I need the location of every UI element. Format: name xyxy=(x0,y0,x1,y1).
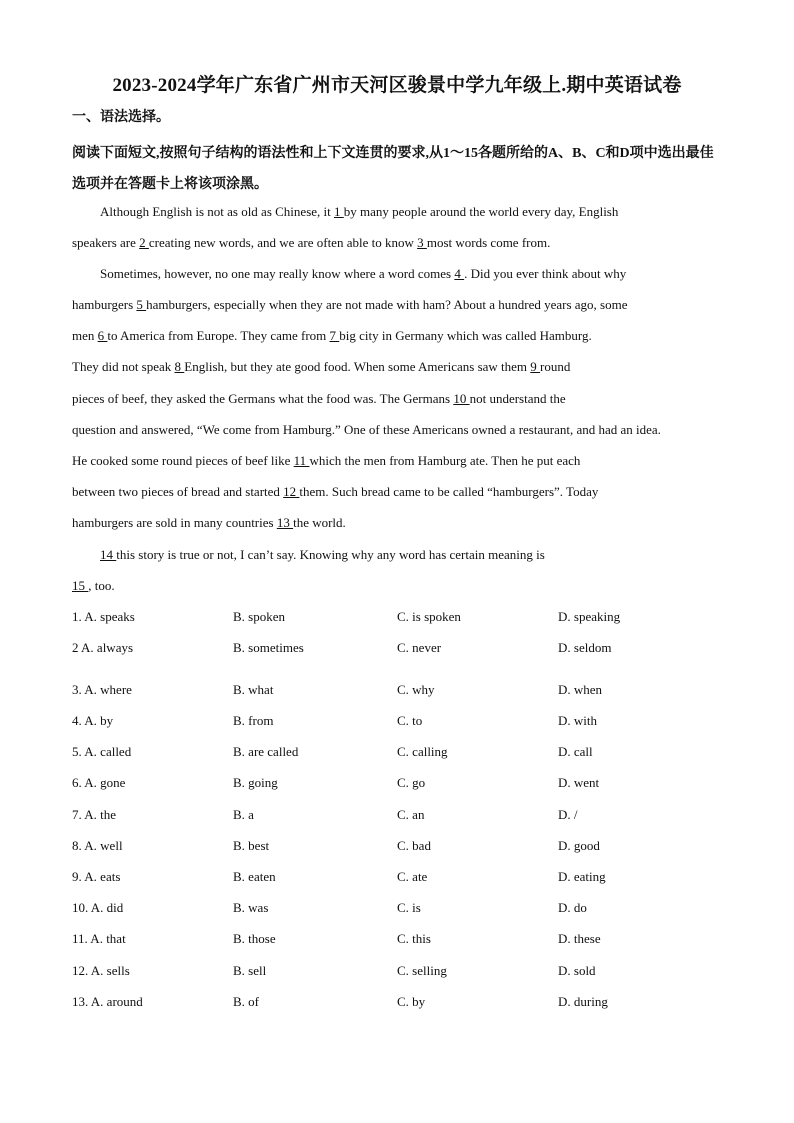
option-choice-b[interactable]: B. those xyxy=(233,931,276,946)
passage-text: hamburgers, especially when they are not made with ham? About a hundred years ago, some xyxy=(146,297,628,312)
blank-15: 15 xyxy=(72,578,89,593)
option-choice-d[interactable]: D. / xyxy=(558,807,578,822)
passage-text: , too. xyxy=(88,578,115,593)
passage-text: question and answered, “We come from Hamburg.” One of these Americans owned a restaurant, and had an idea. xyxy=(72,422,661,437)
option-choice-d[interactable]: D. these xyxy=(558,931,601,946)
option-choice-d[interactable]: D. with xyxy=(558,713,597,728)
question-options-row xyxy=(72,838,732,858)
passage-line xyxy=(72,453,580,469)
passage-line xyxy=(72,422,661,438)
option-choice-d[interactable]: D. eating xyxy=(558,869,606,884)
passage-line xyxy=(72,484,598,500)
passage-line xyxy=(100,547,545,563)
passage-line xyxy=(72,359,570,375)
option-choice-b[interactable]: B. going xyxy=(233,775,278,790)
passage-line xyxy=(72,515,346,531)
option-choice-a[interactable]: 10. A. did xyxy=(72,900,124,915)
option-choice-b[interactable]: B. sometimes xyxy=(233,640,304,655)
passage-text: . Did you ever think about why xyxy=(464,266,627,281)
blank-10: 10 xyxy=(453,391,470,406)
passage-text: by many people around the world every day, English xyxy=(343,204,619,219)
question-options-row xyxy=(72,994,732,1014)
passage-text: the world. xyxy=(293,515,346,530)
option-choice-c[interactable]: C. by xyxy=(397,994,426,1009)
option-choice-c[interactable]: C. to xyxy=(397,713,423,728)
option-choice-c[interactable]: C. selling xyxy=(397,963,447,978)
option-choice-d[interactable]: D. do xyxy=(558,900,587,915)
option-choice-c[interactable]: C. bad xyxy=(397,838,431,853)
passage-text: hamburgers are sold in many countries xyxy=(72,515,277,530)
option-choice-a[interactable]: 13. A. around xyxy=(72,994,143,1009)
option-choice-b[interactable]: B. of xyxy=(233,994,259,1009)
blank-13: 13 xyxy=(276,515,294,530)
passage-text: round xyxy=(540,359,571,374)
question-options-row xyxy=(72,807,732,827)
option-choice-c[interactable]: C. never xyxy=(397,640,442,655)
option-choice-d[interactable]: D. good xyxy=(558,838,600,853)
option-choice-b[interactable]: B. best xyxy=(233,838,270,853)
blank-2: 2 xyxy=(139,235,149,250)
option-choice-d[interactable]: D. speaking xyxy=(558,609,621,624)
passage-text: them. Such bread came to be called “hamburgers”. Today xyxy=(299,484,599,499)
option-choice-a[interactable]: 1. A. speaks xyxy=(72,609,135,624)
question-options-row xyxy=(72,869,732,889)
question-options-row xyxy=(72,640,732,660)
blank-4: 4 xyxy=(454,266,465,281)
option-choice-b[interactable]: B. from xyxy=(233,713,274,728)
option-choice-a[interactable]: 4. A. by xyxy=(72,713,114,728)
option-choice-a[interactable]: 9. A. eats xyxy=(72,869,121,884)
option-choice-d[interactable]: D. sold xyxy=(558,963,596,978)
option-choice-c[interactable]: C. an xyxy=(397,807,425,822)
passage-text: hamburgers xyxy=(72,297,137,312)
section-heading: 一、语法选择。 xyxy=(72,110,170,125)
question-options-row xyxy=(72,682,732,702)
passage-text: English, but they ate good food. When some Americans saw them xyxy=(184,359,531,374)
blank-11: 11 xyxy=(293,453,310,468)
passage-line xyxy=(72,297,627,313)
passage-text: He cooked some round pieces of beef like xyxy=(72,453,294,468)
passage-line xyxy=(72,328,592,344)
passage-text: to America from Europe. They came from xyxy=(107,328,330,343)
blank-8: 8 xyxy=(174,359,185,374)
option-choice-a[interactable]: 5. A. called xyxy=(72,744,132,759)
option-choice-d[interactable]: D. seldom xyxy=(558,640,612,655)
option-choice-d[interactable]: D. call xyxy=(558,744,593,759)
question-options-row xyxy=(72,744,732,764)
option-choice-d[interactable]: D. when xyxy=(558,682,603,697)
option-choice-c[interactable]: C. this xyxy=(397,931,431,946)
passage-line xyxy=(72,391,566,407)
option-choice-c[interactable]: C. why xyxy=(397,682,435,697)
option-choice-a[interactable]: 3. A. where xyxy=(72,682,132,697)
passage-text: men xyxy=(72,328,98,343)
passage-text: most words come from. xyxy=(426,235,551,250)
passage-text: speakers are xyxy=(72,235,140,250)
passage-text: not understand the xyxy=(469,391,566,406)
option-choice-c[interactable]: C. go xyxy=(397,775,426,790)
option-choice-b[interactable]: B. was xyxy=(233,900,269,915)
blank-1: 1 xyxy=(334,204,344,219)
option-choice-c[interactable]: C. is spoken xyxy=(397,609,461,624)
option-choice-a[interactable]: 8. A. well xyxy=(72,838,123,853)
passage-line xyxy=(100,266,626,282)
option-choice-b[interactable]: B. sell xyxy=(233,963,267,978)
option-choice-a[interactable]: 7. A. the xyxy=(72,807,117,822)
question-options-row xyxy=(72,713,732,733)
option-choice-b[interactable]: B. spoken xyxy=(233,609,285,624)
passage-text: They did not speak xyxy=(72,359,175,374)
passage-text: this story is true or not, I can’t say. Knowing why any word has certain meaning is xyxy=(116,547,545,562)
question-options-row xyxy=(72,900,732,920)
option-choice-b[interactable]: B. are called xyxy=(233,744,299,759)
option-choice-b[interactable]: B. a xyxy=(233,807,254,822)
question-options-row xyxy=(72,931,732,951)
option-choice-a[interactable]: 11. A. that xyxy=(72,931,126,946)
blank-3: 3 xyxy=(417,235,427,250)
passage-text: which the men from Hamburg ate. Then he put each xyxy=(309,453,581,468)
option-choice-c[interactable]: C. ate xyxy=(397,869,428,884)
blank-6: 6 xyxy=(97,328,108,343)
passage-line xyxy=(72,235,550,251)
option-choice-a[interactable]: 2 A. always xyxy=(72,640,134,655)
blank-9: 9 xyxy=(530,359,541,374)
blank-14: 14 xyxy=(100,547,117,562)
blank-12: 12 xyxy=(283,484,300,499)
question-options-row xyxy=(72,609,732,629)
passage-text: Although English is not as old as Chinese, it xyxy=(100,204,334,219)
passage-text: creating new words, and we are often able to know xyxy=(148,235,418,250)
option-choice-d[interactable]: D. during xyxy=(558,994,608,1009)
option-choice-a[interactable]: 6. A. gone xyxy=(72,775,126,790)
passage-text: between two pieces of bread and started xyxy=(72,484,284,499)
instructions: 阅读下面短文,按照句子结构的语法性和上下文连贯的要求,从1～15各题所给的A、B、C和D项中选出最佳选项并在答题卡上将该项涂黑。 xyxy=(72,146,714,192)
page-title: 2023-2024学年广东省广州市天河区骏景中学九年级上.期中英语试卷 xyxy=(112,75,682,96)
option-choice-c[interactable]: C. calling xyxy=(397,744,448,759)
passage-text: big city in Germany which was called Hamburg. xyxy=(339,328,592,343)
passage-line xyxy=(100,204,618,220)
blank-5: 5 xyxy=(136,297,147,312)
question-options-row xyxy=(72,775,732,795)
blank-7: 7 xyxy=(329,328,340,343)
question-options-row xyxy=(72,963,732,983)
passage-line xyxy=(72,578,115,594)
option-choice-c[interactable]: C. is xyxy=(397,900,421,915)
option-choice-d[interactable]: D. went xyxy=(558,775,600,790)
option-choice-b[interactable]: B. what xyxy=(233,682,274,697)
option-choice-a[interactable]: 12. A. sells xyxy=(72,963,130,978)
option-choice-b[interactable]: B. eaten xyxy=(233,869,276,884)
passage-text: Sometimes, however, no one may really know where a word comes xyxy=(100,266,455,281)
passage-text: pieces of beef, they asked the Germans what the food was. The Germans xyxy=(72,391,454,406)
